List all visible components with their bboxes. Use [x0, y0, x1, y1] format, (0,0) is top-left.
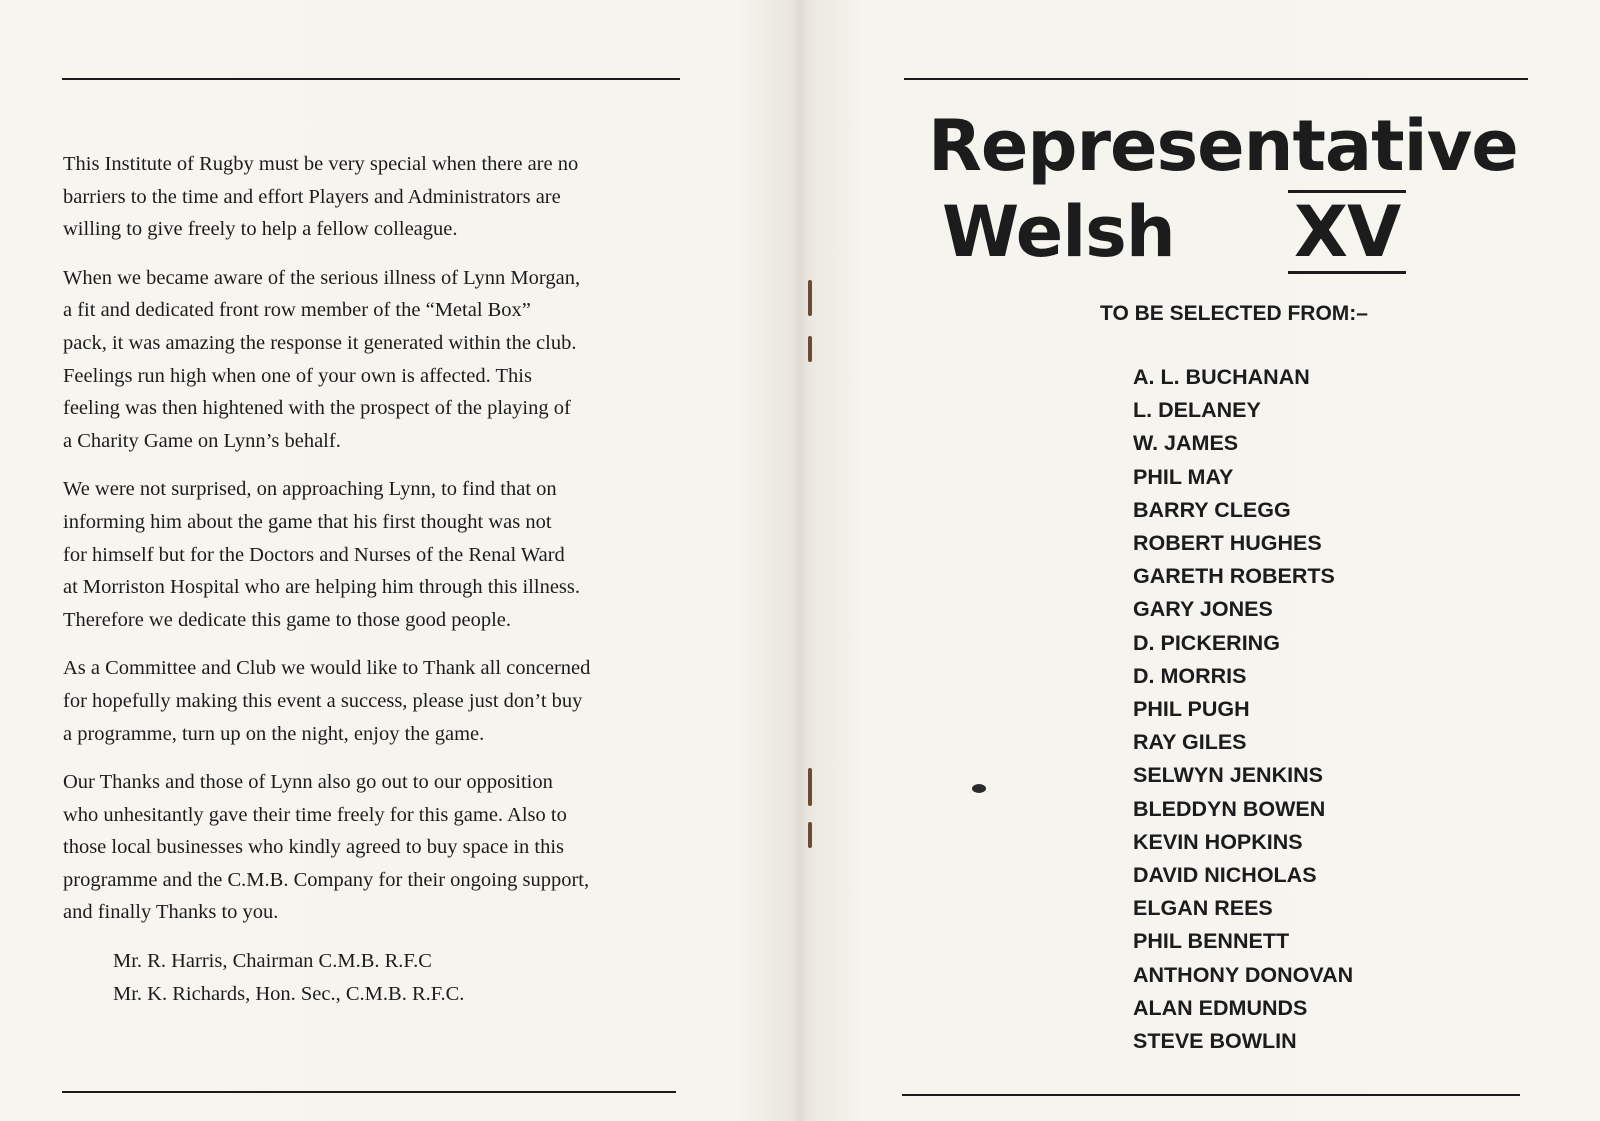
signature-block: Mr. R. Harris, Chairman C.M.B. R.F.C Mr. K. Richards, Hon. Sec., C.M.B. R.F.C.: [113, 950, 465, 1005]
player-name: PHIL MAY: [1133, 464, 1234, 489]
player-name: ALAN EDMUNDS: [1133, 995, 1308, 1020]
paragraph-1: This Institute of Rugby must be very special when there are no barriers to the time and effort Players and Administrators are willing to give freely to help a fellow colleague.: [63, 153, 579, 241]
player-name: GARETH ROBERTS: [1133, 564, 1335, 589]
player-name: DAVID NICHOLAS: [1133, 863, 1317, 888]
player-name: ANTHONY DONOVAN: [1133, 962, 1354, 987]
player-list: [1133, 361, 1353, 1058]
paragraph-2: When we became aware of the serious illness of Lynn Morgan, a fit and dedicated front row member of the “Metal Box” pack, it was amazing the response it generated within the club. Feelings run high when one of your own is affected. This feeling was then hightened with the prospect of the playing of a Charity Game on Lynn’s behalf.: [63, 266, 581, 452]
player-name: BARRY CLEGG: [1133, 497, 1291, 522]
player-name: BLEDDYN BOWEN: [1133, 796, 1326, 821]
player-name: STEVE BOWLIN: [1133, 1029, 1297, 1054]
paragraph-5: Our Thanks and those of Lynn also go out to our opposition who unhesitantly gave their time freely for this game. Also to those local businesses who kindly agreed to buy space in this programme and the C.M.B. Company for their ongoing support, and finally Thanks to you.: [63, 771, 590, 924]
player-name: PHIL PUGH: [1133, 697, 1250, 722]
player-name: A. L. BUCHANAN: [1133, 365, 1310, 389]
player-name: W. JAMES: [1133, 431, 1239, 456]
top-rule: [904, 78, 1528, 80]
bottom-rule: [902, 1094, 1520, 1096]
bottom-rule: [62, 1091, 676, 1093]
paragraph-3: We were not surprised, on approaching Lynn, to find that on informing him about the game that his first thought was not for himself but for the Doctors and Nurses of the Renal Ward at Morriston Hospital who are helping him through this illness. Therefore we dedicate this game to those good people.: [63, 478, 581, 631]
player-name: PHIL BENNETT: [1133, 929, 1290, 954]
player-name: L. DELANEY: [1133, 398, 1261, 423]
player-name: D. MORRIS: [1133, 663, 1247, 688]
player-name: ELGAN REES: [1133, 896, 1273, 921]
top-rule: [62, 78, 680, 80]
right-page: [800, 0, 1600, 1121]
selection-heading: TO BE SELECTED FROM:–: [1100, 302, 1368, 325]
player-name: SELWYN JENKINS: [1133, 763, 1323, 788]
player-name: D. PICKERING: [1133, 630, 1280, 655]
player-name: ROBERT HUGHES: [1133, 531, 1322, 556]
title-line-welsh: Welsh: [942, 191, 1175, 273]
title-xv: XV: [1288, 190, 1406, 274]
paragraph-4: As a Committee and Club we would like to Thank all concerned for hopefully making this event a success, please just don’t buy a programme, turn up on the night, enjoy the game.: [63, 657, 591, 745]
player-name: GARY JONES: [1133, 597, 1273, 622]
player-name: RAY GILES: [1133, 730, 1247, 755]
letter-text: [63, 148, 703, 1010]
ink-speck: [972, 784, 986, 793]
player-name: KEVIN HOPKINS: [1133, 829, 1303, 854]
title-line-representative: Representative: [928, 105, 1518, 187]
